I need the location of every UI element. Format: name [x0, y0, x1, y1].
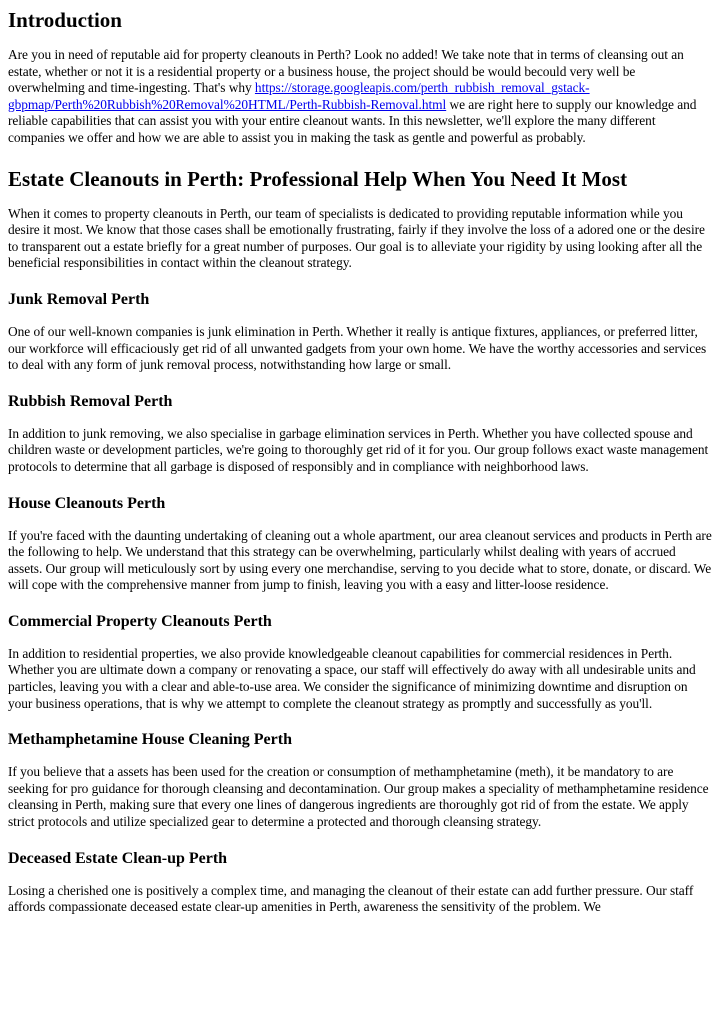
rubbish-removal-link[interactable]: https://storage.googleapis.com/perth_rubbish_removal_gstack-gbpmap/Perth%20Rubbish%20Removal%20HTML/Perth-Rubbish-Removal.html — [8, 80, 590, 112]
intro-text-before-link: Are you in need of reputable aid for property cleanouts in Perth? Look no added! We take note that in terms of cleansing out an estate, whether or not it is a residential property or a business house, the project should be would becould very well be overwhelming and time-ingesting. That's why — [8, 47, 684, 96]
intro-heading: Introduction — [8, 8, 122, 32]
estate-cleanouts-paragraph: When it comes to property cleanouts in Perth, our team of specialists is dedicated to providing reputable information while you desire it most. We know that those cases shall be emotionally frustrating, fairly if they involve the loss of a adored one or the desire to transparent out a estate briefly for a great number of purposes. Our goal is to alleviate your rigidity by using looking after all the beneficial responsibilities in contact within the cleanout strategy. — [8, 205, 705, 271]
house-cleanouts-heading: House Cleanouts Perth — [8, 494, 166, 512]
deceased-estate-heading: Deceased Estate Clean-up Perth — [8, 849, 228, 867]
estate-cleanouts-heading: Estate Cleanouts in Perth: Professional Help When You Need It Most — [8, 166, 628, 191]
house-cleanouts-paragraph: If you're faced with the daunting undertaking of cleaning out a whole apartment, our area cleanout services and products in Perth are the following to help. We understand that this strategy can be overwhelming, particularly whilst dealing with years of accrued assets. Our group will meticulously sort by using every one merchandise, serving to you decide what to store, donate, or discard. We will cope with the comprehensive manner from jump to finish, leaving you with a easy and litter-loose residence. — [8, 527, 712, 593]
meth-cleaning-heading: Methamphetamine House Cleaning Perth — [8, 731, 292, 749]
rubbish-removal-heading: Rubbish Removal Perth — [8, 392, 173, 410]
meth-cleaning-paragraph: If you believe that a assets has been used for the creation or consumption of methamphetamine (meth), it be mandatory to are seeking for pro guidance for thorough cleansing and decontamination. Our group makes a speciality of methamphetamine residence cleansing in Perth, making sure that every one lines of dangerous ingredients are thoroughly got rid of from the estate. We apply strict protocols and utilize specialized gear to determine a protected and thorough cleansing strategy. — [8, 764, 709, 830]
deceased-estate-paragraph: Losing a cherished one is positively a complex time, and managing the cleanout of their estate can add further pressure. Our staff affords compassionate deceased estate clear-up amenities in Perth, awareness the sensitivity of the problem. We — [8, 882, 694, 915]
junk-removal-paragraph: One of our well-known companies is junk elimination in Perth. Whether it really is antique fixtures, appliances, or preferred litter, our workforce will efficaciously get rid of all unwanted gadgets from your own home. We have the worthy accessories and services to deal with any form of junk removal process, notwithstanding how large or small. — [8, 323, 707, 373]
commercial-cleanouts-paragraph: In addition to residential properties, we also provide knowledgeable cleanout capabilities for commercial residences in Perth. Whether you are ultimate down a company or renovating a space, our staff will effectively do away with all undesirable units and particles, leaving you with a clear and able-to-use area. We consider the significance of minimizing downtime and disruption on your business operations, that is why we attempt to complete the cleanout strategy as promptly and successfully as you'll. — [8, 645, 696, 711]
intro-paragraph — [8, 47, 712, 147]
intro-text-after-link: we are right here to supply our knowledge and reliable capabilities that can assist you with your entire cleanout wants. In this newsletter, we'll explore the many different companies we offer and how we are able to assist you in making the task as gentle and powerful as probably. — [8, 96, 697, 145]
article — [0, 8, 720, 916]
junk-removal-heading: Junk Removal Perth — [8, 290, 150, 308]
rubbish-removal-paragraph: In addition to junk removing, we also specialise in garbage elimination services in Perth. Whether you have collected spouse and children waste or development particles, we're going to thoroughly get rid of it for you. Our group follows exact waste management protocols to determine that all garbage is disposed of responsibly and in compliance with neighborhood laws. — [8, 425, 709, 474]
commercial-cleanouts-heading: Commercial Property Cleanouts Perth — [8, 612, 272, 630]
